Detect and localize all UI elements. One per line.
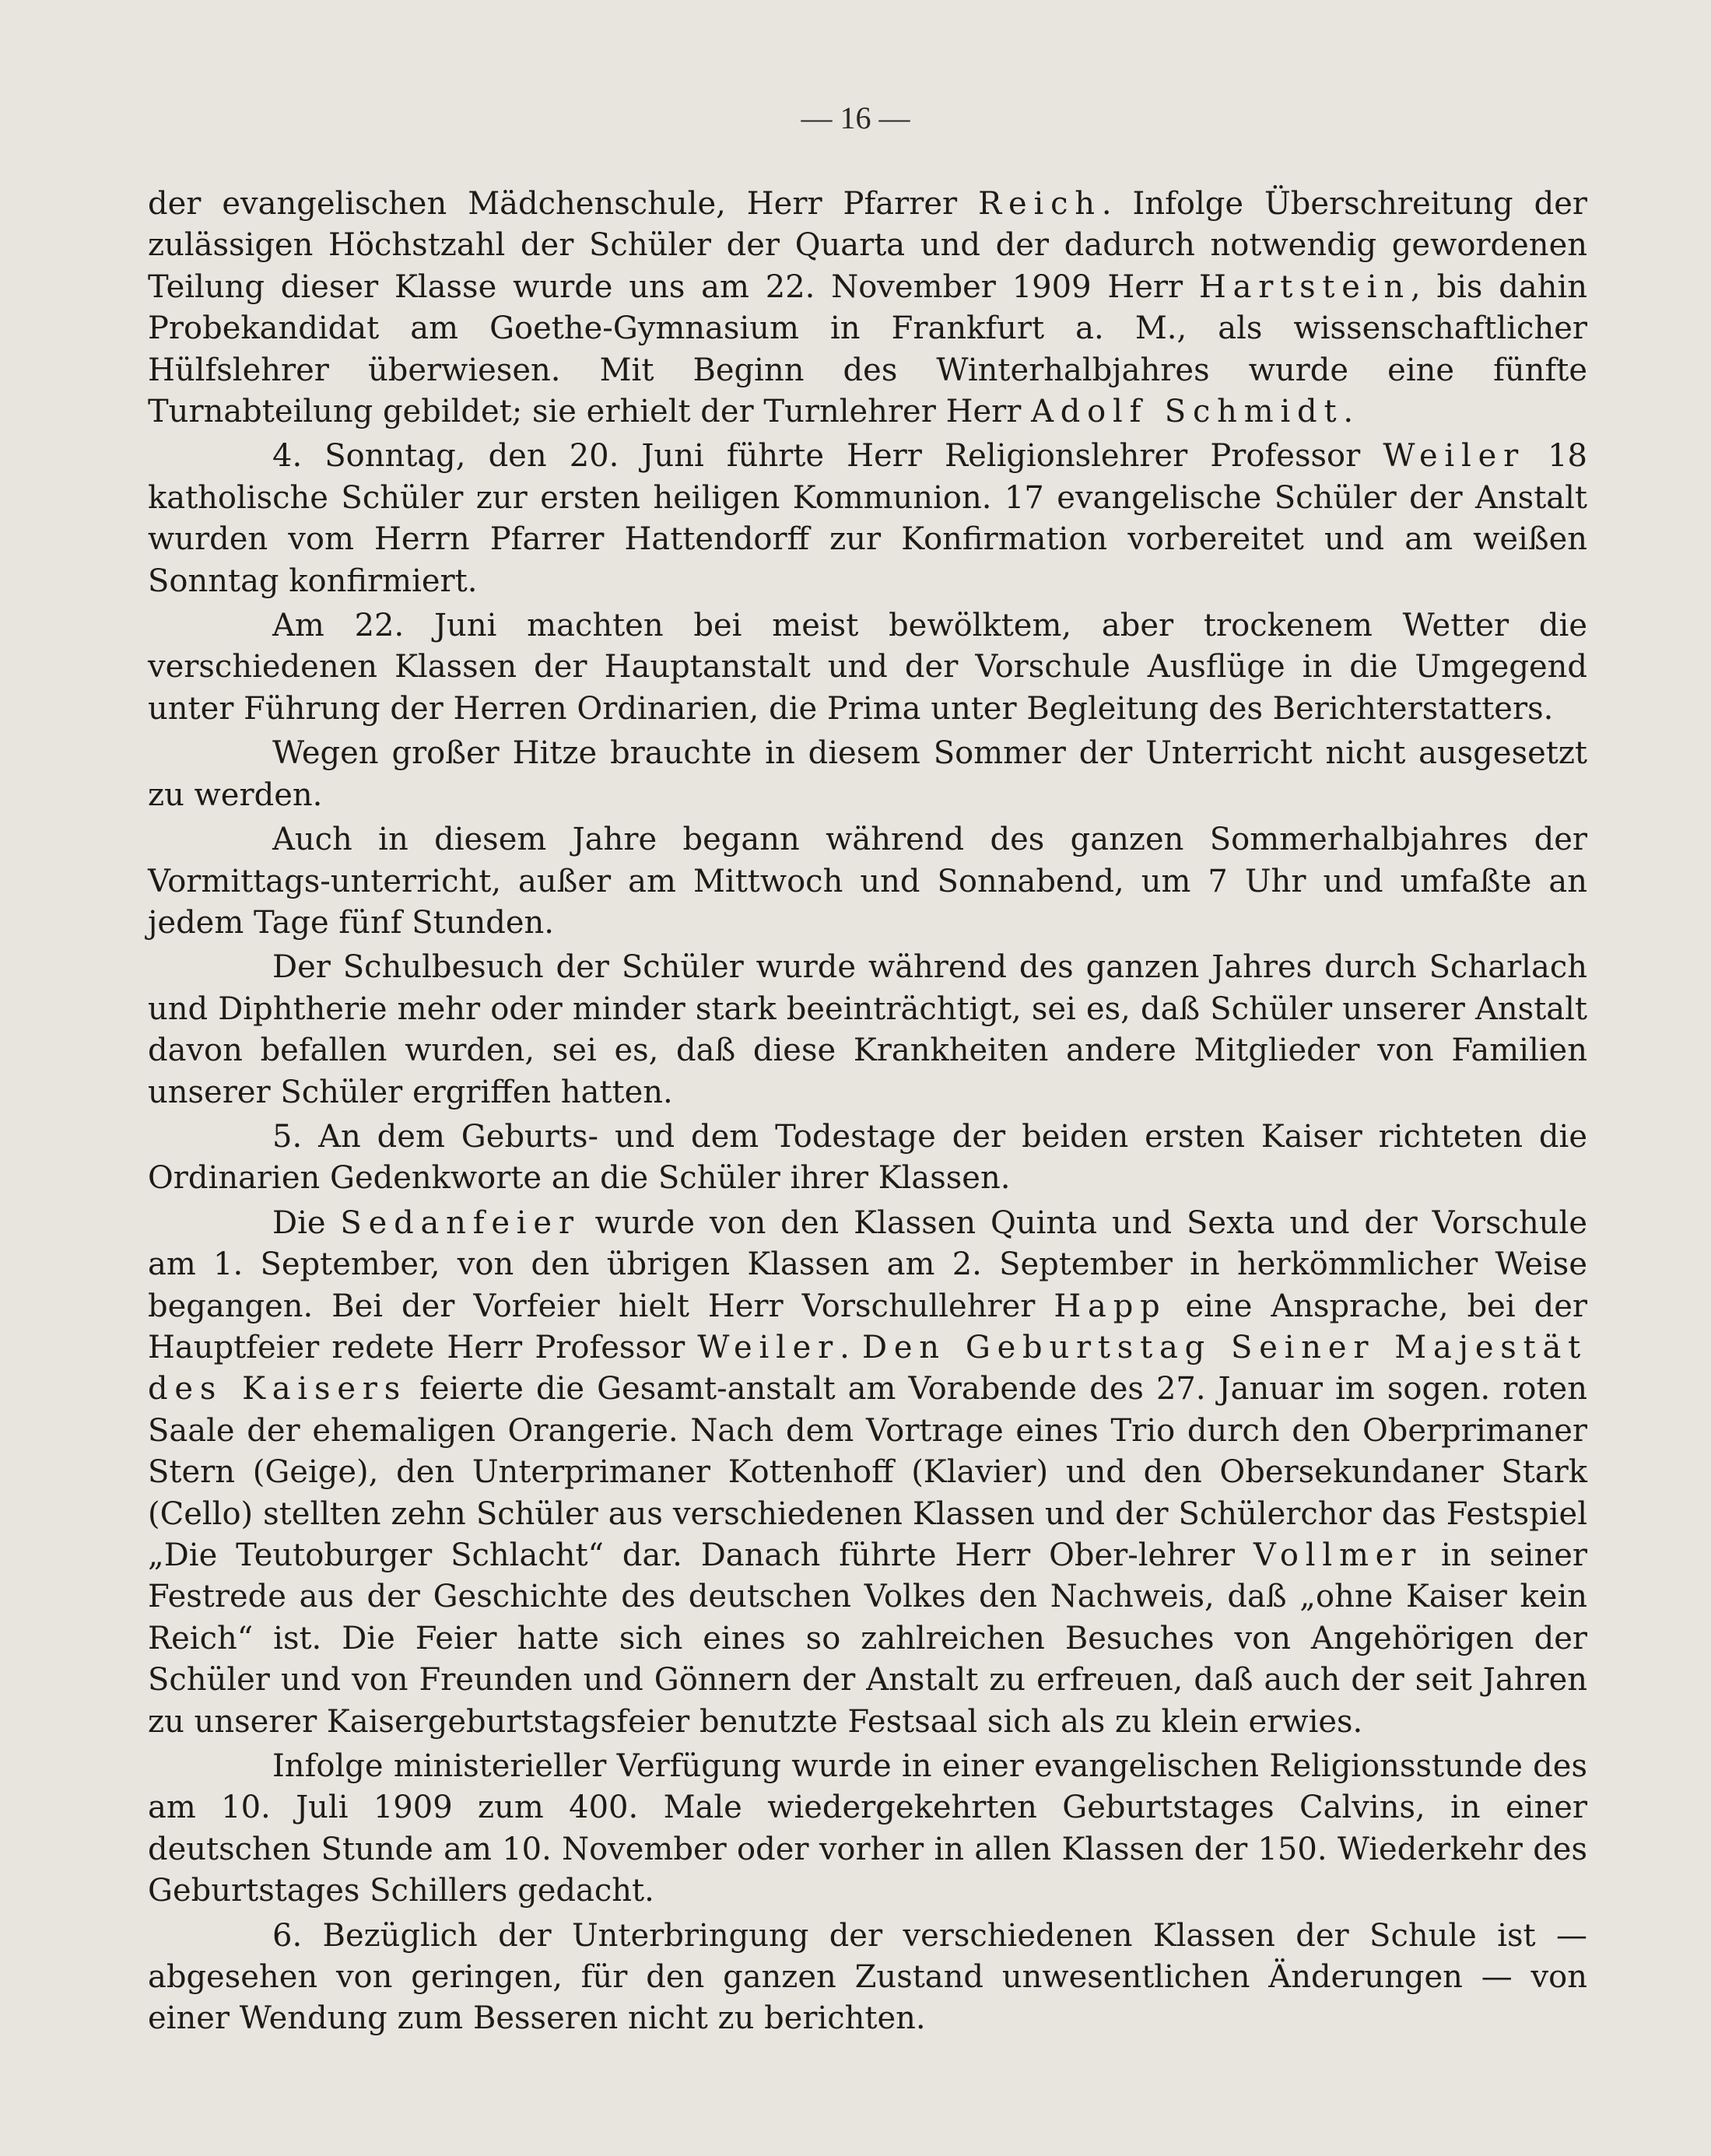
paragraph-p2 — [148, 436, 1587, 602]
paragraph-p5 — [148, 819, 1587, 944]
spaced-name: Vollmer — [1253, 1537, 1423, 1573]
text-run: 18 katholische Schüler zur ersten heiligen Kommunion. 17 evangelische Schüler der Anstalt wurden vom Herrn Pfarrer Hattendorff zur Konfirmation vorbereitet und am weißen Sonntag konfirmiert. — [148, 438, 1587, 599]
spaced-name: Happ — [1054, 1288, 1167, 1324]
text-run: 5. An dem Geburts- und dem Todestage der beiden ersten Kaiser richteten die Ordinarien Gedenkworte an die Schüler ihrer Klassen. — [148, 1118, 1587, 1197]
text-run: wurde von den Klassen Quinta und Sexta und der Vorschule am 1. September, von den übrigen Klassen am 2. September in herkömmlicher Weise begangen. Bei der Vorfeier hielt Herr Vorschullehrer — [148, 1204, 1588, 1324]
paragraph-p10 — [148, 1916, 1587, 2040]
text-run: . — [840, 1329, 862, 1365]
text-run: Der Schulbesuch der Schüler wurde während des ganzen Jahres durch Scharlach und Diphtherie mehr oder minder stark beeinträchtigt, sei es, daß Schüler unserer Anstalt davon befallen wurden, sei es, daß diese Krankheiten andere Mitglieder von Familien unserer Schüler ergriffen hatten. — [148, 949, 1587, 1110]
text-run: feierte die Gesamt-anstalt am Vorabende des 27. Januar im sogen. roten Saale der ehemaligen Orangerie. Nach dem Vortrage eines Trio durch den Oberprimaner Stern (Geige), den Unterprimaner Kottenhoff (Klavier) und den Obersekundaner Stark (Cello) stellten zehn Schüler aus verschiedenen Klassen und der Schülerchor das Festspiel „Die Teutoburger Schlacht“ dar. Danach führte Herr Ober-lehrer — [148, 1371, 1587, 1573]
spaced-name: Weiler — [1383, 438, 1526, 475]
text-run: der evangelischen Mädchenschule, Herr Pfarrer — [148, 186, 979, 222]
text-run: Auch in diesem Jahre begann während des ganzen Sommerhalbjahres der Vormittags-unterricht, außer am Mittwoch und Sonnabend, um 7 Uhr und umfaßte an jedem Tage fünf Stunden. — [148, 822, 1587, 941]
spaced-name: Sedanfeier — [340, 1204, 580, 1241]
paragraph-p7 — [148, 1117, 1587, 1200]
text-run: Infolge ministerieller Verfügung wurde in einer evangelischen Religionsstunde des am 10. Juli 1909 zum 400. Male wiedergekehrten Geburtstages Calvins, in einer deutschen Stunde am 10. November oder vorher in allen Klassen der 150. Wiederkehr des Geburtstages Schillers gedacht. — [148, 1748, 1587, 1909]
paragraph-p4 — [148, 733, 1587, 816]
text-run: . — [1343, 394, 1354, 430]
paragraph-p3 — [148, 605, 1587, 730]
text-run: 6. Bezüglich der Unterbringung der verschiedenen Klassen der Schule ist — abgesehen von geringen, für den ganzen Zustand unwesentlichen Änderungen — von einer Wendung zum Besseren nicht zu berichten. — [148, 1917, 1587, 2037]
spaced-name: Hartstein — [1198, 268, 1411, 305]
body-text — [148, 184, 1587, 2040]
text-run: in seiner Festrede aus der Geschichte des deutschen Volkes den Nachweis, daß „ohne Kaiser kein Reich“ ist. Die Feier hatte sich eines so zahlreichen Besuches von Angehörigen der Schüler und von Freunden und Gönnern der Anstalt zu erfreuen, daß auch der seit Jahren zu unserer Kaisergeburtstagsfeier benutzte Festsaal sich als zu klein erwies. — [148, 1537, 1588, 1740]
text-run: Die — [272, 1204, 341, 1241]
spaced-name: Den Geburtstag Seiner Majestät des Kaisers — [148, 1329, 1588, 1408]
text-run: Wegen großer Hitze brauchte in diesem Sommer der Unterricht nicht ausgesetzt zu werden. — [148, 735, 1587, 813]
paragraph-p9 — [148, 1746, 1587, 1912]
paragraph-p8 — [148, 1203, 1587, 1743]
paragraph-p1 — [148, 184, 1587, 433]
text-run: 4. Sonntag, den 20. Juni führte Herr Religionslehrer Professor — [272, 438, 1383, 475]
text-run: , bis dahin Probekandidat am Goethe-Gymnasium in Frankfurt a. M., als wissenschaftlicher Hülfslehrer überwiesen. Mit Beginn des Winterhalbjahres wurde eine fünfte Turnabteilung gebildet; sie erhielt der Turnlehrer Herr — [148, 268, 1587, 430]
spaced-name: Reich — [978, 186, 1102, 222]
text-run: Am 22. Juni machten bei meist bewölktem, aber trockenem Wetter die verschiedenen Klassen der Hauptanstalt und der Vorschule Ausflüge in die Umgegend unter Führung der Herren Ordinarien, die Prima unter Begleitung des Berichterstatters. — [148, 608, 1587, 727]
page-number: — 16 — — [801, 100, 910, 135]
text-run: eine Ansprache, bei der Hauptfeier redete Herr Professor — [148, 1288, 1587, 1365]
spaced-name: Adolf Schmidt — [1031, 394, 1344, 430]
paragraph-p6 — [148, 947, 1587, 1113]
spaced-name: Weiler — [697, 1329, 840, 1365]
text-run: . Infolge Überschreitung der zulässigen Höchstzahl der Schüler der Quarta und der dadurch notwendig gewordenen Teilung dieser Klasse wurde uns am 22. November 1909 Herr — [148, 186, 1587, 305]
